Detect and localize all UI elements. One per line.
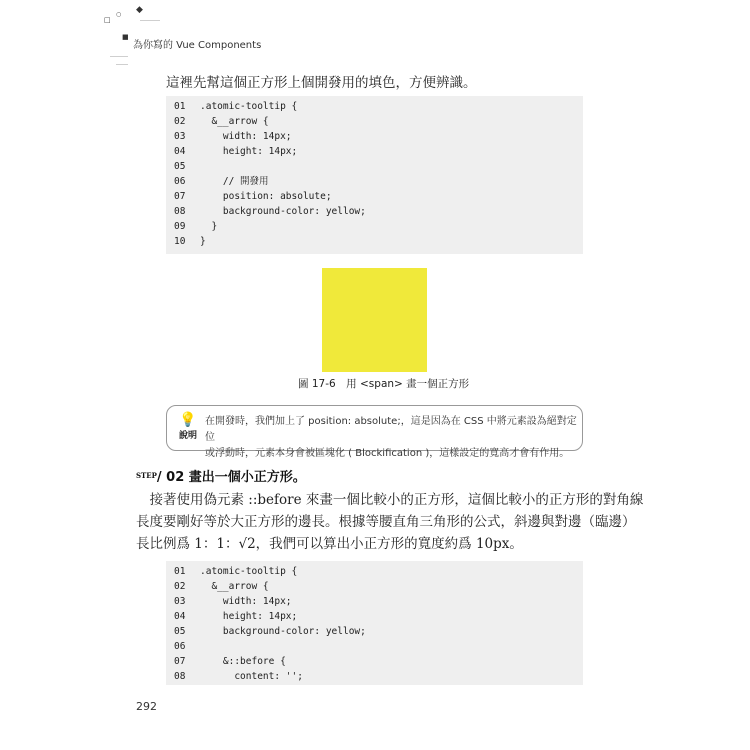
code-text: }	[200, 221, 218, 232]
code-text: .atomic-tooltip {	[200, 566, 298, 577]
line-number: 04	[174, 611, 186, 622]
step-number: 02	[166, 470, 185, 485]
note-box	[166, 405, 583, 459]
code-text: // 開發用	[200, 176, 269, 187]
line-number: 07	[174, 191, 186, 202]
line-number: 05	[174, 626, 186, 637]
line-number: 06	[174, 176, 186, 187]
page-number: 292	[136, 700, 157, 713]
code-text: &__arrow {	[200, 116, 269, 127]
code-text: position: absolute;	[200, 191, 332, 202]
line-number: 08	[174, 206, 186, 217]
line-number: 05	[174, 161, 186, 172]
line-number: 04	[174, 146, 186, 157]
corner-rule	[116, 64, 128, 65]
note-line: 在開發時，我們加上了 position: absolute;，這是因為在 CSS 中將元素設為絕對定位	[205, 416, 577, 443]
running-header: 為你寫的 Vue Components	[133, 40, 262, 51]
line-number: 03	[174, 131, 186, 142]
code-text: }	[200, 236, 206, 247]
corner-square-icon: □	[104, 16, 111, 24]
code-text: height: 14px;	[200, 146, 298, 157]
line-number: 01	[174, 566, 186, 577]
corner-rule	[140, 20, 160, 21]
code-text: background-color: yellow;	[200, 626, 366, 637]
code-block-2	[166, 561, 583, 685]
line-number: 06	[174, 641, 186, 652]
step-slash: /	[156, 470, 167, 485]
note-label: 說明	[178, 431, 197, 441]
step-word: STEP	[136, 471, 157, 480]
body-paragraph	[136, 489, 644, 555]
corner-dot-icon: ○	[116, 11, 122, 18]
line-number: 07	[174, 656, 186, 667]
intro-paragraph: 這裡先幫這個正方形上個開發用的填色，方便辨識。	[166, 75, 477, 91]
code-text: .atomic-tooltip {	[200, 101, 298, 112]
code-text: &::before {	[200, 656, 286, 667]
code-text: height: 14px;	[200, 611, 298, 622]
note-icon-group	[175, 412, 201, 441]
yellow-square-figure	[322, 268, 427, 372]
figure-caption: 圖 17-6 用 <span> 畫一個正方形	[298, 378, 470, 390]
corner-diamond-icon: ◆	[136, 5, 143, 15]
line-number: 09	[174, 221, 186, 232]
code-text: &__arrow {	[200, 581, 269, 592]
line-number: 01	[174, 101, 186, 112]
body-line: 長度要剛好等於大正方形的邊長。根據等腰直角三角形的公式，斜邊與對邊（臨邊）	[136, 514, 636, 530]
corner-square-icon: ■	[122, 33, 129, 41]
body-line: 接著使用偽元素 ::before 來畫一個比較小的正方形，這個比較小的正方形的對角線	[136, 492, 644, 508]
step-heading	[136, 466, 306, 485]
code-text: width: 14px;	[200, 596, 292, 607]
code-text: background-color: yellow;	[200, 206, 366, 217]
line-number: 02	[174, 581, 186, 592]
code-text: width: 14px;	[200, 131, 292, 142]
line-number: 03	[174, 596, 186, 607]
code-text: content: '';	[200, 671, 303, 682]
note-line: 或浮動時，元素本身會被區塊化 ( Blockification )，這樣設定的寬高才會有作用。	[205, 448, 570, 459]
body-line: 長比例爲 1：1：√2，我們可以算出小正方形的寬度約爲 10px。	[136, 536, 523, 552]
line-number: 10	[174, 236, 186, 247]
line-number: 08	[174, 671, 186, 682]
note-text	[205, 414, 577, 462]
line-number: 02	[174, 116, 186, 127]
corner-rule	[110, 56, 128, 57]
step-title: 畫出一個小正方形。	[188, 470, 306, 485]
lightbulb-icon: 💡	[179, 412, 197, 428]
code-block-1	[166, 96, 583, 254]
